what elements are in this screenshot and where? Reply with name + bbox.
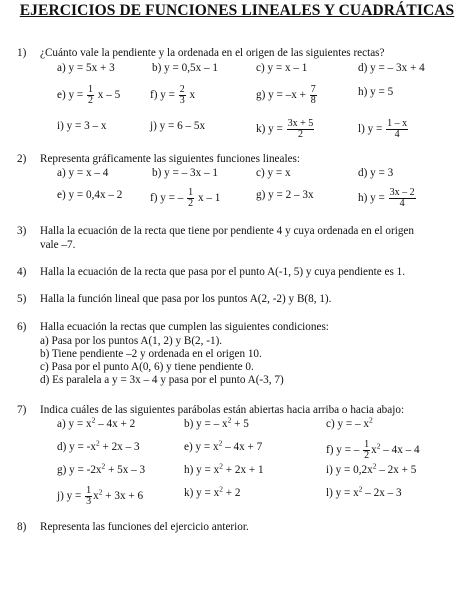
equation: b) y = – 3x – 1 bbox=[152, 167, 218, 179]
equation: d) $y = -x^2 + 2x - 3$ bbox=[57, 438, 140, 453]
question-text: Halla la ecuación de la recta que tiene por pendiente 4 y cuya ordenada en el origen bbox=[40, 225, 414, 237]
equation: e) y = 0,4x – 2 bbox=[57, 189, 123, 201]
question-number: 2) bbox=[17, 153, 27, 165]
equation: g) y = –x + $\frac{7}{8}$ bbox=[256, 84, 316, 106]
question-text: Representa las funciones del ejercicio anterior. bbox=[40, 521, 249, 533]
fraction: $\frac{1}{2}$ bbox=[364, 439, 370, 461]
equation: b) y = 0,5x – 1 bbox=[152, 62, 218, 74]
question-text-continued: vale –7. bbox=[40, 239, 76, 251]
fraction: $\frac{2}{3}$ bbox=[179, 84, 185, 106]
fraction: $\frac{7}{8}$ bbox=[310, 84, 316, 106]
equation: a) $y = x^2 - 4x + 2$ bbox=[57, 415, 136, 430]
question-text: Halla la función lineal que pasa por los puntos A(2, -2) y B(8, 1). bbox=[40, 293, 332, 305]
equation: f) y = – $\frac{1}{2}$ x – 1 bbox=[150, 187, 221, 209]
list-item: a) Pasa por los puntos A(1, 2) y B(2, -1). bbox=[40, 335, 223, 347]
equation: h) $y = x^2 + 2x + 1$ bbox=[184, 461, 264, 476]
question-number: 4) bbox=[17, 266, 27, 278]
equation: d) y = – 3x + 4 bbox=[358, 62, 425, 74]
equation: h) y = 5 bbox=[358, 86, 394, 98]
equation: j) y = $\frac{1}{3}$ $x^2 + 3x + 6$ bbox=[57, 485, 144, 507]
question-number: 1) bbox=[17, 47, 27, 59]
list-item: c) Pasa por el punto A(0, 6) y tiene pendiente 0. bbox=[40, 361, 254, 373]
equation: l) $y = x^2 - 2x - 3$ bbox=[326, 484, 402, 499]
equation: f) y = $\frac{2}{3}$ x bbox=[150, 84, 196, 106]
question-text: ¿Cuánto vale la pendiente y la ordenada en el origen de las siguientes rectas? bbox=[40, 47, 385, 59]
equation: g) $y = -2x^2 + 5x - 3$ bbox=[57, 461, 146, 476]
fraction: $\frac{1}{2}$ bbox=[88, 84, 93, 106]
question-number: 3) bbox=[17, 225, 27, 237]
list-item: d) Es paralela a y = 3x – 4 y pasa por el punto A(-3, 7) bbox=[40, 374, 284, 386]
question-number: 8) bbox=[17, 521, 27, 533]
equation: c) y = x – 1 bbox=[256, 62, 308, 74]
equation: l) y = $\frac{1 - x}{4}$ bbox=[358, 118, 408, 140]
equation: i) y = 3 – x bbox=[57, 120, 107, 132]
equation: b) y = – $x^2 + 5$ bbox=[184, 415, 249, 430]
equation: f) y = – $\frac{1}{2}$ $x^2 - 4x - 4$ bbox=[326, 439, 420, 461]
fraction: $\frac{1}{2}$ bbox=[188, 187, 194, 209]
question-text: Halla ecuación la rectas que cumplen las siguientes condiciones: bbox=[40, 321, 329, 333]
page-title: EJERCICIOS DE FUNCIONES LINEALES Y CUADRÁTICAS bbox=[19, 2, 455, 19]
equation: a) y = x – 4 bbox=[57, 167, 109, 179]
list-item: b) Tiene pendiente –2 y ordenada en el origen 10. bbox=[40, 348, 262, 360]
equation: a) y = 5x + 3 bbox=[57, 62, 115, 74]
equation: k) y = $\frac{3x + 5}{2}$ bbox=[256, 118, 314, 140]
fraction: $\frac{3x + 5}{2}$ bbox=[287, 118, 314, 140]
equation: e) y = $\frac{1}{2}$ x – 5 bbox=[57, 84, 121, 106]
equation: i) $y = 0,2x^2 - 2x + 5$ bbox=[326, 461, 417, 476]
question-text: Halla la ecuación de la recta que pasa por el punto A(-1, 5) y cuya pendiente es 1. bbox=[40, 266, 405, 278]
fraction: $\frac{1 - x}{4}$ bbox=[387, 118, 408, 140]
equation: h) y = $\frac{3x - 2}{4}$ bbox=[358, 187, 415, 209]
question-number: 6) bbox=[17, 321, 27, 333]
fraction: $\frac{1}{3}$ bbox=[86, 485, 92, 507]
equation: c) y = x bbox=[256, 167, 291, 179]
question-number: 5) bbox=[17, 293, 27, 305]
equation: c) y = – $x^2$ bbox=[326, 415, 373, 430]
equation: d) y = 3 bbox=[358, 167, 394, 179]
fraction: $\frac{3x - 2}{4}$ bbox=[389, 187, 415, 209]
question-text: Indica cuáles de las siguientes parábolas están abiertas hacia arriba o hacia abajo: bbox=[40, 404, 405, 416]
equation: g) y = 2 – 3x bbox=[256, 189, 314, 201]
question-text: Representa gráficamente las siguientes funciones lineales: bbox=[40, 153, 301, 165]
equation: e) $y = x^2 - 4x + 7$ bbox=[184, 438, 263, 453]
question-number: 7) bbox=[17, 404, 27, 416]
equation: k) $y = x^2 + 2$ bbox=[184, 484, 241, 499]
equation: j) y = 6 – 5x bbox=[150, 120, 206, 132]
